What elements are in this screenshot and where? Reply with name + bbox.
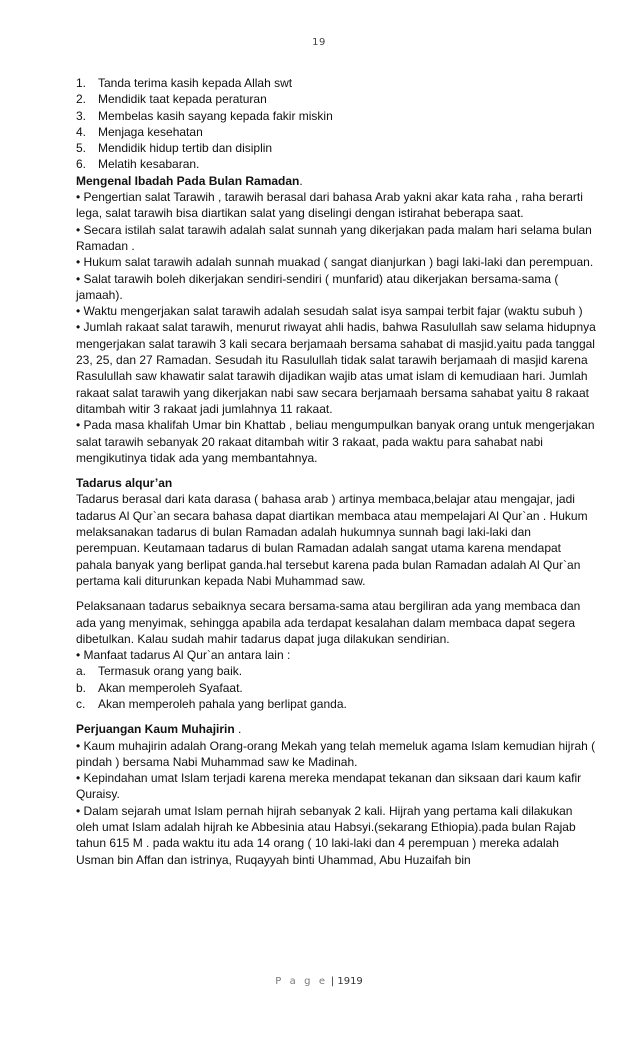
page-footer [0,976,638,987]
list-item: 4. Menjaga kesehatan [76,124,203,139]
section-ramadan [76,173,596,466]
footer-page-label: P a g e [275,976,328,987]
list-item: a. Termasuk orang yang baik. [76,664,243,679]
paragraph: Pelaksanaan tadarus sebaiknya secara bersama-sama atau bergiliran ada yang membaca dan ada yang menyimak, sehingga apabila ada terdapat kesalahan dalam membaca dapat segera dibetulkan. Kalau sudah mahir tadarus dapat juga dilakukan sendirian. [76,599,581,646]
list-item: b. Akan memperoleh Syafaat. [76,680,243,695]
list-item: 3. Membelas kasih sayang kepada fakir miskin [76,108,333,123]
section-muhajirin [76,721,596,868]
section-tadarus [76,475,596,712]
paragraph: Tadarus berasal dari kata darasa ( bahasa arab ) artinya membaca,belajar atau mengajar, jadi tadarus Al Qur`an secara bahasa dapat diartikan membaca atau mempelajari Al Qur`an . Hukum melaksanakan tadarus di bulan Ramadan adalah hukumnya sunnah bagi laki-laki dan perempuan. Keutamaan tadarus di bulan Ramadan adalah sangat utama karena mendapat pahala banyak yang berlipat ganda.hal tersebut karena pada bulan Ramadan adalah Al Qur`an pertama kali diturunkan kepada Nabi Muhammad saw. [76,492,588,588]
bullet-item: • Jumlah rakaat salat tarawih, menurut riwayat ahli hadis, bahwa Rasulullah saw selama hidupnya mengerjakan salat tarawih 3 kali secara berjamaah bersama sahabat di masjid.yaitu pada tanggal 23, 25, dan 27 Ramadan. Sesudah itu Rasulullah tidak salat tarawih berjamaah di masjid karena Rasulullah saw khawatir salat tarawih dijadikan wajib atas umat islam di kemudiaan hari. Jumlah rakaat salat tarawih yang dikerjakan nabi saw secara berjamaah bersama sahabat yaitu 8 rakaat ditambah witir 3 rakaat jadi jumlahnya 11 rakaat. [76,320,596,416]
bullet-item: • Kaum muhajirin adalah Orang-orang Mekah yang telah memeluk agama Islam kemudian hijrah ( pindah ) bersama Nabi Muhammad saw ke Madinah. [76,738,596,769]
bullet-item: • Waktu mengerjakan salat tarawih adalah sesudah salat isya sampai terbit fajar (waktu subuh ) [76,304,583,319]
spacer [76,466,596,475]
numbered-list [76,75,596,173]
bullet-item: • Manfaat tadarus Al Qur`an antara lain : [76,648,291,663]
footer-separator: | [327,976,338,987]
section-heading: Mengenal Ibadah Pada Bulan Ramadan. [76,173,303,188]
bullet-item: • Kepindahan umat Islam terjadi karena mereka mendapat tekanan dan siksaan dari kaum kafir Quraisy. [76,771,582,802]
section-heading: Perjuangan Kaum Muhajirin . [76,722,242,737]
bullet-item: • Pengertian salat Tarawih , tarawih berasal dari bahasa Arab yakni akar kata raha , raha berarti lega, salat tarawih bisa diartikan salat yang diselingi dengan istirahat beberapa saat. [76,190,583,221]
spacer [76,589,596,598]
bullet-item: • Hukum salat tarawih adalah sunnah muakad ( sangat dianjurkan ) bagi laki-laki dan perempuan. [76,255,594,270]
footer-page-number: 1919 [337,976,363,987]
list-item: 6. Melatih kesabaran. [76,157,200,172]
list-item: c. Akan memperoleh pahala yang berlipat ganda. [76,696,347,711]
bullet-item: • Secara istilah salat tarawih adalah salat sunnah yang dikerjakan pada malam hari selama bulan Ramadan . [76,222,592,253]
page-number-header: 19 [312,37,326,48]
bullet-item: • Salat tarawih boleh dikerjakan sendiri-sendiri ( munfarid) atau dikerjakan bersama-sama ( jamaah). [76,271,559,302]
bullet-item: • Pada masa khalifah Umar bin Khattab , beliau mengumpulkan banyak orang untuk mengerjakan salat tarawih sebanyak 20 rakaat ditambah witir 3 rakaat, pada waktu para sahabat nabi mengikutinya tidak ada yang membantahnya. [76,418,595,465]
list-item: 1. Tanda terima kasih kepada Allah swt [76,76,293,90]
list-item: 2. Mendidik taat kepada peraturan [76,92,267,107]
bullet-item: • Dalam sejarah umat Islam pernah hijrah sebanyak 2 kali. Hijrah yang pertama kali dilakukan oleh umat Islam adalah hijrah ke Abbesinia atau Habsyi.(sekarang Ethiopia).pada bulan Rajab tahun 615 M . pada waktu itu ada 14 orang ( 10 laki-laki dan 4 perempuan ) mereka adalah Usman bin Affan dan istrinya, Ruqayyah binti Uhammad, Abu Huzaifah bin [76,803,576,867]
page-content [76,75,596,868]
section-heading: Tadarus alqur’an [76,476,173,491]
list-item: 5. Mendidik hidup tertib dan disiplin [76,141,273,156]
spacer [76,712,596,721]
